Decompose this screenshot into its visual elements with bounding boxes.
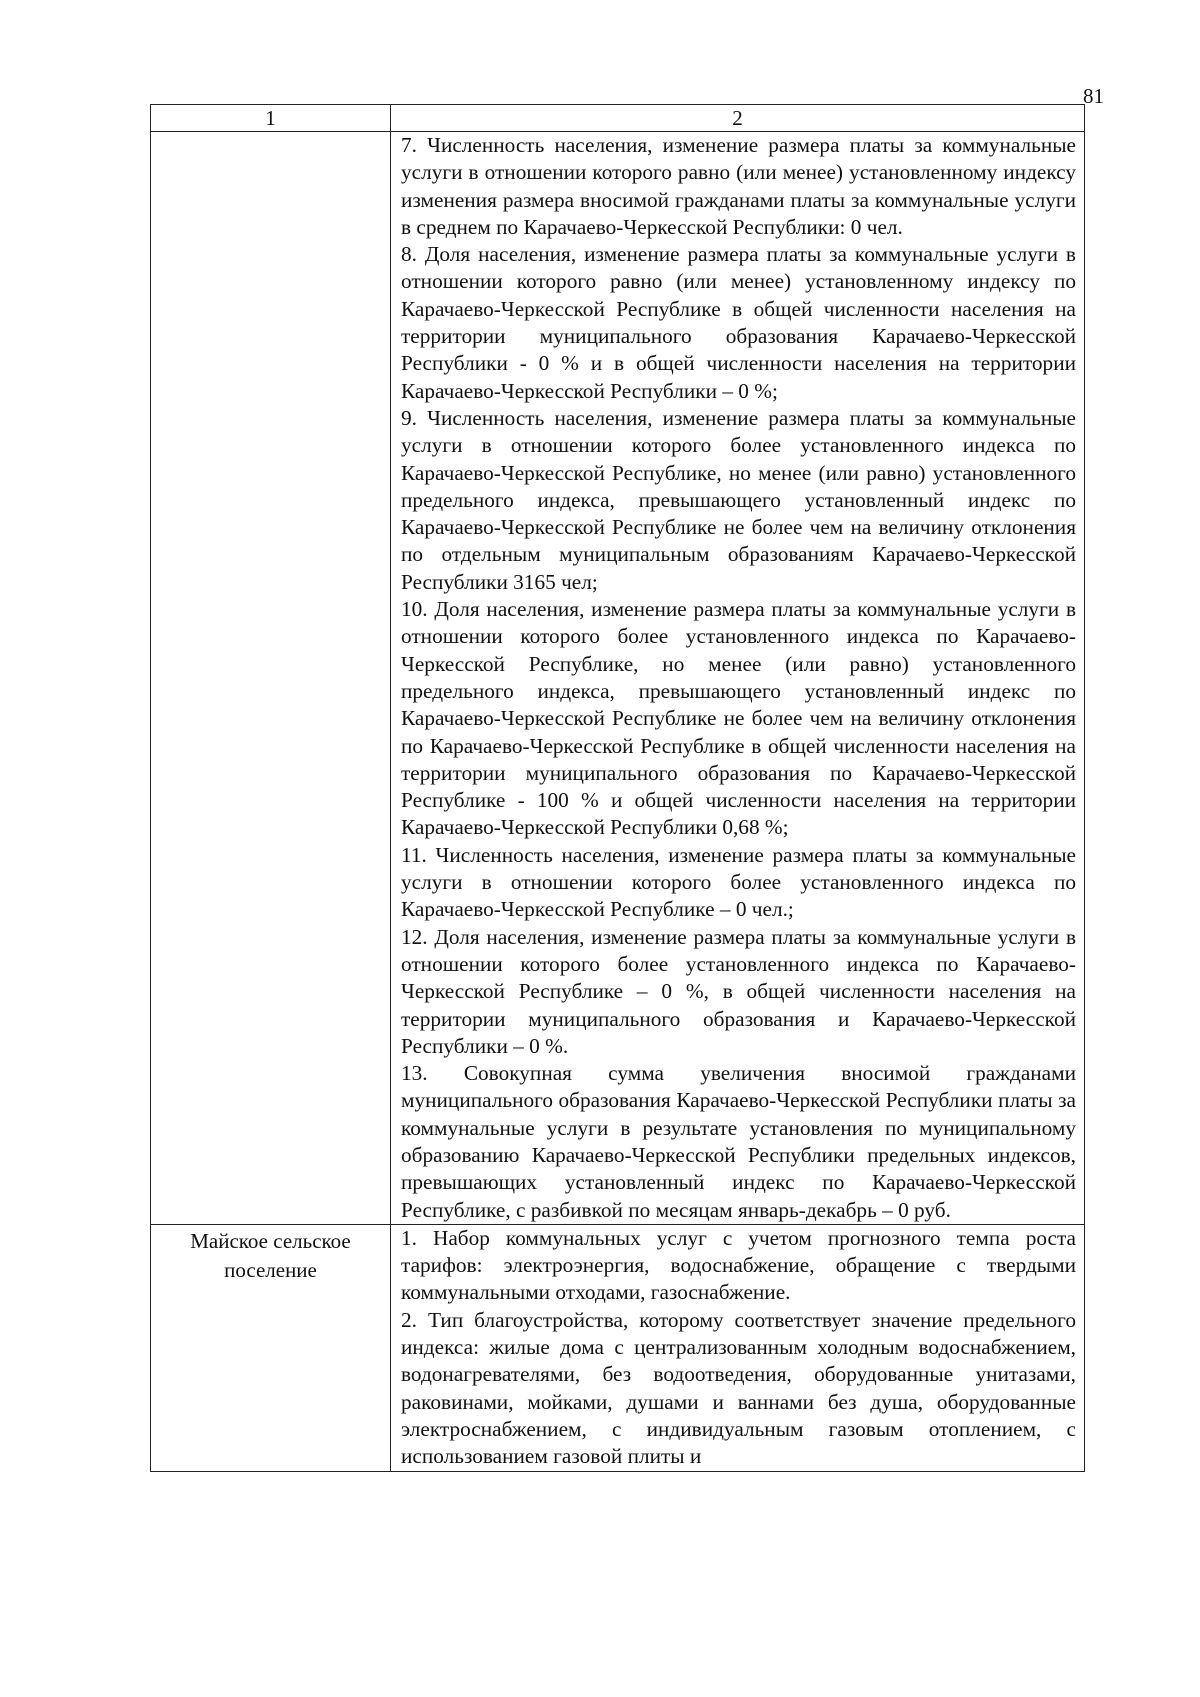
indicator-paragraph-13: 13. Совокупная сумма увеличения вносимой гражданами муниципального образования Карачаево-Черкесской Республики платы за коммунальные услуги в результате установления по муниципальному образованию Карачаево-Черкесской Республики предельных индексов, превышающих установленный индекс по Карачаево-Черкесской Республике, с разбивкой по месяцам январь-декабрь – 0 руб. bbox=[401, 1061, 1076, 1222]
indicator-paragraph-9: 9. Численность населения, изменение размера платы за коммунальные услуги в отношении которого более установленного индекса по Карачаево-Черкесской Республике, но менее (или равно) установленного предельного индекса, превышающего установленный индекс по Карачаево-Черкесской Республике не более чем на величину отклонения по отдельным муниципальным образованиям Карачаево-Черкесской Республики 3165 чел; bbox=[401, 405, 1076, 594]
indicator-paragraph-7: 7. Численность населения, изменение размера платы за коммунальные услуги в отношении которого равно (или менее) установленному индексу изменения размера вносимой гражданами платы за коммунальные услуги в среднем по Карачаево-Черкесской Республики: 0 чел. bbox=[401, 133, 1076, 239]
municipality-cell: Майское сельское поселение bbox=[151, 1224, 391, 1471]
page-number: 81 bbox=[1083, 84, 1104, 108]
indicator-paragraph-1: 1. Набор коммунальных услуг с учетом прогнозного темпа роста тарифов: электроэнергия, водоснабжение, обращение с твердыми коммунальными отходами, газоснабжение. bbox=[401, 1225, 1076, 1305]
municipality-cell bbox=[151, 132, 391, 1225]
indicator-paragraph-10: 10. Доля населения, изменение размера платы за коммунальные услуги в отношении которого более установленного индекса по Карачаево-Черкесской Республике, но менее (или равно) установленного предельного индекса, превышающего установленный индекс по Карачаево-Черкесской Республике не более чем на величину отклонения по Карачаево-Черкесской Республике в общей численности населения на территории муниципального образования по Карачаево-Черкесской Республике - 100 % и общей численности населения на территории Карачаево-Черкесской Республики 0,68 %; bbox=[401, 597, 1076, 840]
indicator-paragraph-2: 2. Тип благоустройства, которому соответствует значение предельного индекса: жилые дома с централизованным холодным водоснабжением, водонагревателями, без водоотведения, оборудованные унитазами, раковинами, мойками, душами и ваннами без душа, оборудованные электроснабжением, с индивидуальным газовым отоплением, с использованием газовой плиты и bbox=[401, 1307, 1076, 1469]
indicator-paragraph-8: 8. Доля населения, изменение размера платы за коммунальные услуги в отношении которого равно (или менее) установленному индексу по Карачаево-Черкесской Республике в общей численности населения на территории муниципального образования Карачаево-Черкесской Республики - 0 % и в общей численности населения на территории Карачаево-Черкесской Республики – 0 %; bbox=[401, 242, 1076, 403]
column-header-1: 1 bbox=[151, 105, 391, 132]
table-header-row bbox=[151, 105, 1085, 132]
document-table bbox=[150, 104, 1085, 1472]
table-row bbox=[151, 1224, 1085, 1471]
column-header-2: 2 bbox=[391, 105, 1085, 132]
indicator-paragraph-11: 11. Численность населения, изменение размера платы за коммунальные услуги в отношении которого более установленного индекса по Карачаево-Черкесской Республике – 0 чел.; bbox=[401, 842, 1076, 922]
indicators-cell bbox=[391, 1224, 1085, 1471]
indicators-cell bbox=[391, 132, 1085, 1225]
indicator-paragraph-12: 12. Доля населения, изменение размера платы за коммунальные услуги в отношении которого более установленного индекса по Карачаево-Черкесской Республике – 0 %, в общей численности населения на территории муниципального образования и Карачаево-Черкесской Республики – 0 %. bbox=[401, 924, 1076, 1058]
table-row bbox=[151, 132, 1085, 1225]
